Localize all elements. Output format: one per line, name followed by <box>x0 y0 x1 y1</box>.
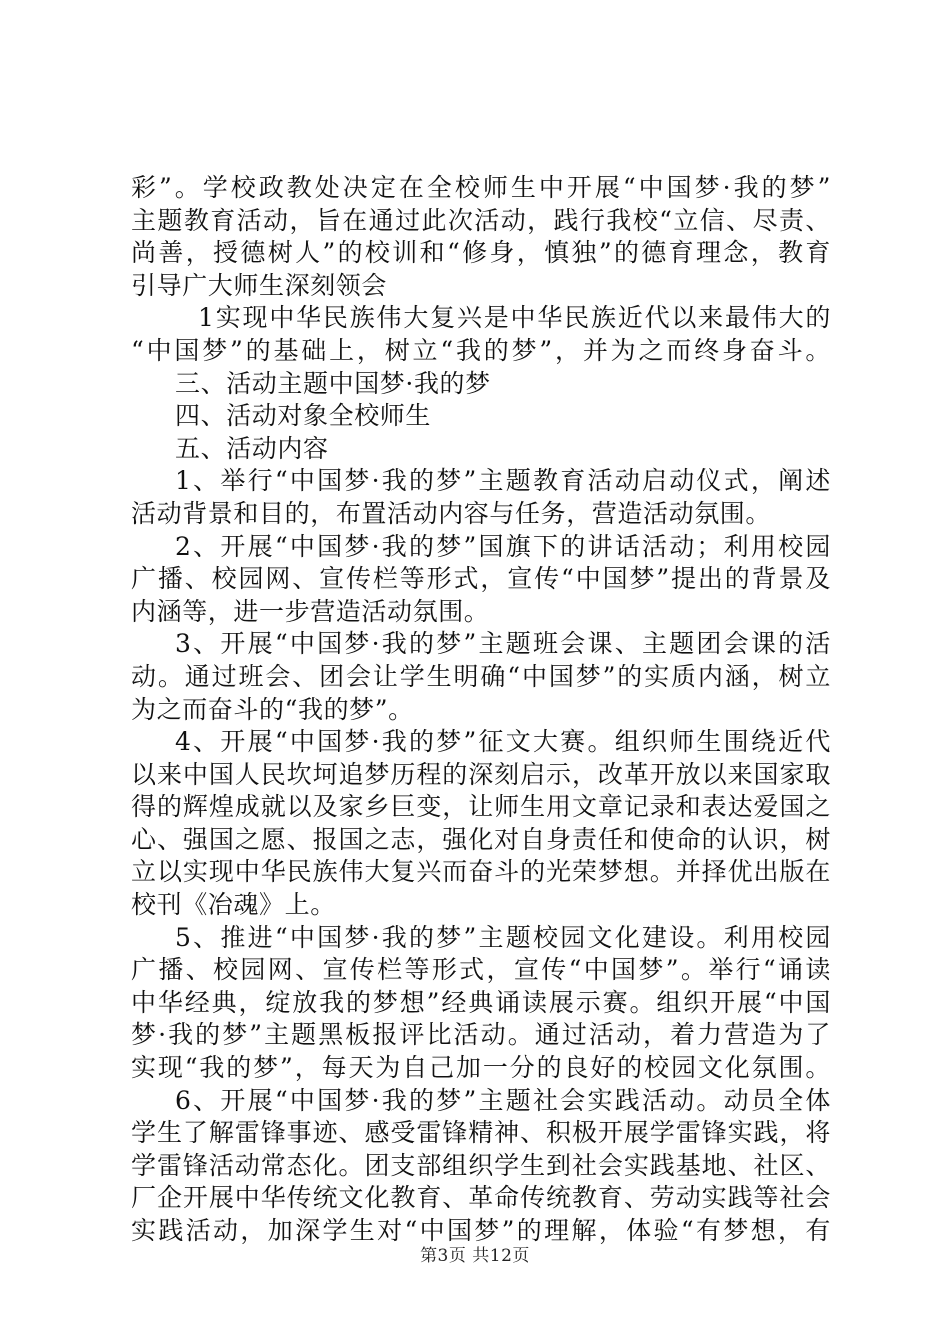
text-line: 彩”。学校政教处决定在全校师生中开展“中国梦·我的梦” <box>131 173 831 202</box>
text-line: 得的辉煌成就以及家乡巨变，让师生用文章记录和表达爱国之 <box>131 792 831 822</box>
text-line: 校刊《冶魂》上。 <box>131 890 336 920</box>
text-line: 1实现中华民族伟大复兴是中华民族近代以来最伟大的 <box>198 303 831 333</box>
text-line: 2、开展“中国梦·我的梦”国旗下的讲话活动；利用校园 <box>175 531 831 561</box>
text-line: 学雷锋活动常态化。团支部组织学生到社会实践基地、社区、 <box>131 1150 831 1180</box>
text-line: 厂企开展中华传统文化教育、革命传统教育、劳动实践等社会 <box>131 1183 831 1213</box>
text-line: 实践活动，加深学生对“中国梦”的理解，体验“有梦想，有 <box>131 1216 831 1245</box>
text-line: 1、举行“中国梦·我的梦”主题教育活动启动仪式，阐述 <box>175 466 831 496</box>
text-line: 立以实现中华民族伟大复兴而奋斗的光荣梦想。并择优出版在 <box>131 857 831 887</box>
text-line: 心、强国之愿、报国之志，强化对自身责任和使命的认识，树 <box>131 824 831 854</box>
text-line: 学生了解雷锋事迹、感受雷锋精神、积极开展学雷锋实践，将 <box>131 1118 831 1148</box>
text-line: 动。通过班会、团会让学生明确“中国梦”的实质内涵，树立 <box>131 661 831 691</box>
text-line: 中华经典，绽放我的梦想”经典诵读展示赛。组织开展“中国 <box>131 987 831 1017</box>
text-line: 广播、校园网、宣传栏等形式，宣传“中国梦”。举行“诵读 <box>131 955 831 985</box>
page-number: 第3页 共12页 <box>420 1246 530 1266</box>
text-line: 五、活动内容 <box>175 433 329 463</box>
body-text <box>131 172 831 1248</box>
text-line: 三、活动主题中国梦·我的梦 <box>175 368 491 398</box>
text-line: 活动背景和目的，布置活动内容与任务，营造活动氛围。 <box>131 498 772 528</box>
text-line: 尚善，授德树人”的校训和“修身，慎独”的德育理念，教育 <box>131 238 831 268</box>
text-line: 为之而奋斗的“我的梦”。 <box>131 694 414 724</box>
text-line: 6、开展“中国梦·我的梦”主题社会实践活动。动员全体 <box>175 1085 831 1115</box>
text-line: 内涵等，进一步营造活动氛围。 <box>131 596 490 626</box>
text-line: 4、开展“中国梦·我的梦”征文大赛。组织师生围绕近代 <box>175 727 831 757</box>
text-line: 广播、校园网、宣传栏等形式，宣传“中国梦”提出的背景及 <box>131 564 831 594</box>
text-line: 四、活动对象全校师生 <box>175 401 432 431</box>
text-line: 3、开展“中国梦·我的梦”主题班会课、主题团会课的活 <box>175 629 831 659</box>
text-line: 引导广大师生深刻领会 <box>131 270 388 300</box>
text-line: 梦·我的梦”主题黑板报评比活动。通过活动，着力营造为了 <box>131 1020 831 1050</box>
text-line: 以来中国人民坎坷追梦历程的深刻启示，改革开放以来国家取 <box>131 759 831 789</box>
text-line: 主题教育活动，旨在通过此次活动，践行我校“立信、尽责、 <box>131 205 831 235</box>
text-line: 5、推进“中国梦·我的梦”主题校园文化建设。利用校园 <box>175 922 831 952</box>
text-line: 实现“我的梦”，每天为自己加一分的良好的校园文化氛围。 <box>131 1053 831 1083</box>
text-line: “中国梦”的基础上，树立“我的梦”，并为之而终身奋斗。 <box>131 335 831 365</box>
